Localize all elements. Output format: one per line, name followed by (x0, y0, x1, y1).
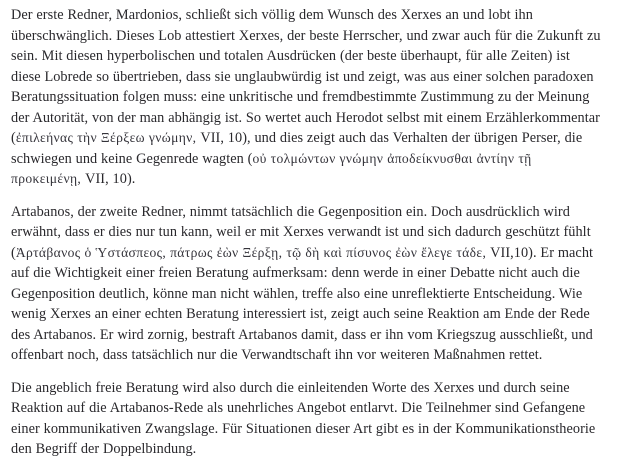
text-line: einer kommunikativen Zwangslage. Für Situationen dieser Art gibt es in der Kommunikationstheorie (11, 420, 596, 437)
text-line: offenbart noch, dass tatsächlich nur die Verwandtschaft ihn vor weiteren Maßnahmen rettet. (11, 347, 543, 363)
text-line: überschwänglich. Dieses Lob attestiert Xerxes, der beste Herrscher, und zwar auch für die Zukunft zu (11, 27, 601, 44)
text-line: Beratungssituation folgen muss: eine unkritische und fremdbestimmte Zustimmung zu der Meinung (11, 89, 590, 105)
text-line: Reaktion auf die Artabanos-Rede als unehrliches Angebot entlarvt. Die Teilnehmer sind Gefangene (11, 400, 586, 416)
text-line: auf die Wichtigkeit einer freien Beratung aufmerksam: denn werde in einer Debatte nicht auch die (11, 265, 580, 281)
text-line: (Ἀρτάβανος ὁ Ὑστάσπεος, πάτρως ἐὼν Ξέρξῃ, τῷ δὴ καὶ πίσυνος ἐὼν ἔλεγε τάδε, VII,10). Er macht (11, 244, 594, 261)
text-line: (ἐπιλεήνας τὴν Ξέρξεω γνώμην, VII, 10), und dies zeigt auch das Verhalten der übrigen Perser, die (11, 130, 583, 146)
text-line: des Artabanos. Er wird zornig, bestraft Artabanos damit, dass er ihn vom Kriegszug ausschließt, und (11, 326, 593, 343)
text-line: der Autorität, von der man abhängig ist. So wertet auch Herodot selbst mit einem Erzählerkommentar (11, 109, 600, 126)
text-line: den Begriff der Doppelbindung. (11, 441, 197, 457)
text-line: erwähnt, dass er dies nur tun kann, weil er mit Xerxes verwandt ist und sich dadurch geschützt fühlt (11, 224, 591, 240)
text-line: wenig Xerxes an einer echten Beratung interessiert ist, zeigt auch seine Reaktion am Ende der Rede (11, 306, 590, 322)
text-line: schwiegen und keine Gegenrede wagten (οὐ τολμώντων γνώμην ἀποδείκνυσθαι ἀντίην τῇ (11, 150, 532, 167)
text-line: Artabanos, der zweite Redner, nimmt tatsächlich die Gegenposition ein. Doch ausdrücklich wird (11, 203, 570, 220)
paragraph (11, 202, 622, 366)
text-line: Gegenposition deutlich, könne man nicht wählen, treffe also eine unreflektierte Entscheidung. Wie (11, 285, 583, 302)
paragraph (11, 5, 622, 190)
document-body (11, 5, 622, 460)
text-line: diese Lobrede so übertrieben, dass sie unglaubwürdig ist und zeigt, was aus einer solchen paradoxen (11, 68, 594, 85)
text-line: Die angeblich freie Beratung wird also durch die einleitenden Worte des Xerxes und durch seine (11, 379, 570, 396)
text-line: Der erste Redner, Mardonios, schließt sich völlig dem Wunsch des Xerxes an und lobt ihn (11, 7, 533, 23)
paragraph (11, 378, 622, 460)
greek-quotation: ἐπιλεήνας τὴν Ξέρξεω γνώμην, (15, 130, 201, 145)
greek-quotation: προκειμένῃ, (11, 171, 86, 186)
greek-quotation: Ἀρτάβανος ὁ Ὑστάσπεος, πάτρως ἐὼν Ξέρξῃ, τῷ δὴ καὶ πίσυνος ἐὼν ἔλεγε τάδε, (15, 244, 491, 260)
text-line: προκειμένῃ, VII, 10). (11, 171, 136, 187)
greek-quotation: οὐ τολμώντων γνώμην ἀποδείκνυσθαι ἀντίην τῇ (252, 150, 532, 166)
text-line: sein. Mit diesen hyperbolischen und totalen Ausdrücken (der beste überhaupt, für alle Zeiten) ist (11, 48, 570, 64)
